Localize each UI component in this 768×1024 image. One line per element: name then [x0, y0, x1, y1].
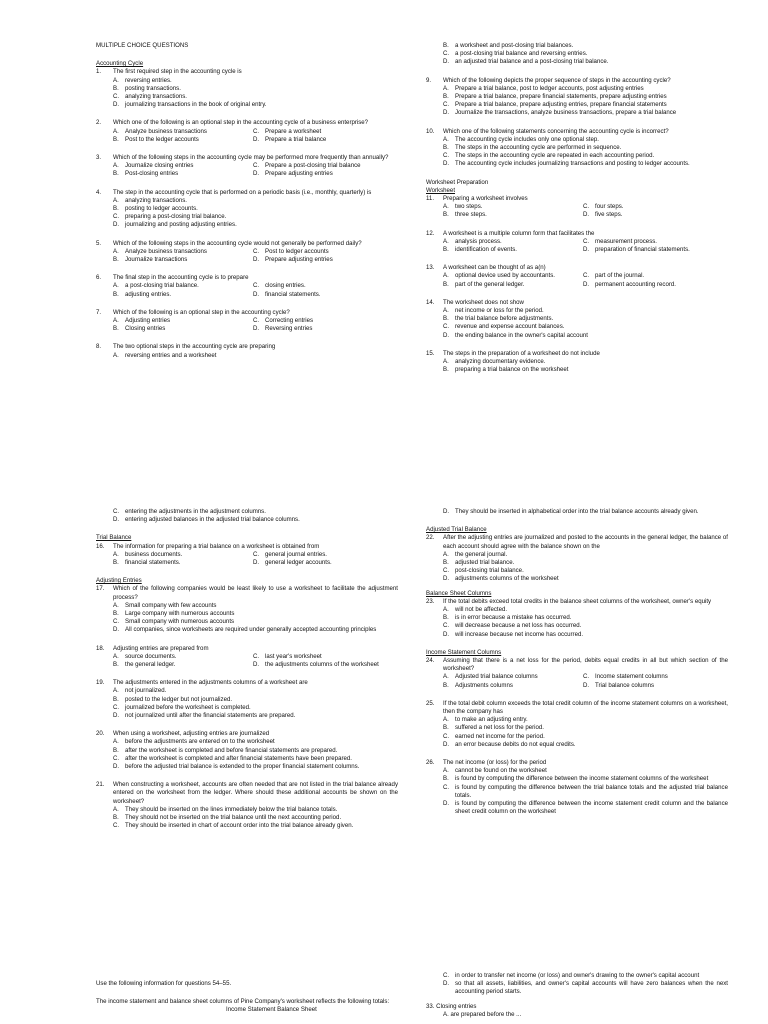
question-12: 12. A worksheet is a multiple column form that facilitates the A. analysis process. C. measurement process. B. identification of events. D. preparation of financial statements. — [426, 229, 690, 254]
right-top-column — [426, 42, 728, 375]
page-title: MULTIPLE CHOICE QUESTIONS — [96, 42, 189, 49]
question-11: 11. Preparing a worksheet involves A. two steps. C. four steps. B. three steps. D. five steps. — [426, 195, 624, 219]
problem-text: The income statement and balance sheet columns of Pine Company's worksheet reflects the following totals: — [96, 998, 390, 1006]
question-6: 6. The final step in the accounting cycle is to prepare A. a post-closing trial balance. C. closing entries. B. adjusting entries. D. financial statements. — [96, 274, 321, 298]
question-26: 26. The net income (or loss) for the period A. cannot be found on the worksheet B. is found by computing the difference between the income statement columns of the worksheet C. is found by computing the difference between the trial balance totals and the adjusted trial balance totals. D. is found by computing the difference between the income statement credit column and the balance sheet credit column on the worksheet — [426, 759, 728, 816]
question-23: 23. If the total debits exceed total credits in the balance sheet columns of the worksheet, owner's equity A. will not be affected. B. is in error because a mistake has occurred. C. will decrease because a net loss has occurred. D. will increase because net income has occurred. — [426, 597, 712, 638]
question-19: 19. The adjustments entered in the adjustments columns of a worksheet are A. not journalized. B. posted to the ledger but not journalized. C. journalized before the worksheet is completed. D. not journalized until after the financial statements are prepared. — [96, 679, 308, 720]
question-8-continued: B. a worksheet and post-closing trial balances. C. a post-closing trial balance and reversing entries. D. an adjusted trial balance and a post-closing trial balance. — [443, 42, 609, 66]
question-5: 5. Which of the following steps in the accounting cycle would not generally be performed daily? A. Analyze business transactions C. Post to ledger accounts B. Journalize transactions D. Prepare adjusting entries — [96, 239, 362, 264]
question-32-continued: C. in order to transfer net income (or loss) and owner's drawing to the owner's capital account D. so that all assets, liabilities, and owner's capital accounts will have zero balances when the next accounting period starts. — [443, 972, 728, 996]
question-9: 9. Which of the following depicts the proper sequence of steps in the accounting cycle? A. Prepare a trial balance, post to ledger accounts, post adjusting entries B. Prepare a trial balance, prepare financial statements, prepare adjusting entries C. Prepare a trial balance, prepare adjusting entries, prepare financial statements D. Journalize the transactions, analyze business transactions, prepare a trial balance — [426, 76, 677, 117]
question-4: 4. The step in the accounting cycle that is performed on a periodic basis (i.e., monthly, quarterly) is A. analyzing transactions. B. posting to ledger accounts. C. preparing a post-closing trial balance. D. journalizing and posting adjusting entries. — [96, 188, 372, 229]
section-heading: Accounting Cycle — [96, 60, 144, 68]
question-10: 10. Which one of the following statements concerning the accounting cycle is incorrect? A. The accounting cycle includes only one optional step. B. The steps in the accounting cycle are performed in sequence. C. The steps in the accounting cycle are repeated in each accounting period. D. The accounting cycle includes journalizing transactions and posting to ledger accounts. — [426, 127, 690, 168]
section-heading: Adjusted Trial Balance — [426, 526, 487, 534]
question-17: 17. Which of the following companies would be least likely to use a worksheet to facilitate the adjustment process? A. Small company with few accounts B. Large company with numerous accounts C. Small company with numerous accounts D. All companies, since worksheets are required under generally accepted accounting principles — [96, 585, 398, 634]
question-15-continued: C. entering the adjustments in the adjustment columns. D. entering adjusted balances in the adjusted trial balance columns. — [113, 508, 300, 524]
question-22: 22. After the adjusting entries are journalized and posted to the accounts in the general ledger, the balance of each account should agree with the balance shown on the A. the general journal. B. adjusted trial balance. C. post-closing trial balance. D. adjustments columns of the worksheet — [426, 534, 728, 583]
left-middle-column — [96, 508, 398, 831]
left-top-column — [96, 42, 398, 360]
section-heading: Balance Sheet Columns — [426, 589, 492, 597]
question-24: 24. Assuming that there is a net loss for the period, debits equal credits in all but which section of the worksheet? A. Adjusted trial balance columns C. Income statement columns B. Adjustments columns D. Trial balance columns — [426, 657, 728, 689]
question-8: 8. The two optional steps in the accounting cycle are preparing A. reversing entries and a worksheet — [96, 343, 276, 359]
instruction-text: Use the following information for questions 54–55. — [96, 980, 232, 987]
section-heading: Trial Balance — [96, 534, 132, 542]
subsection-heading: Worksheet — [426, 186, 456, 194]
question-21: 21. When constructing a worksheet, accounts are often needed that are not listed in the trial balance already entered on the worksheet from the ledger. Where should these additional accounts be shown on the worksheet? A. They should be inserted on the lines immediately below the trial balance totals. B. They should not be inserted on the trial balance until the next accounting period. C. They should be inserted in chart of account order into the trial balance already given. — [96, 781, 398, 830]
question-33-fragment: A. are prepared before the ... — [443, 1010, 522, 1018]
question-3: 3. Which of the following steps in the accounting cycle may be performed more frequently than annually? A. Journalize closing entries C. Prepare a post-closing trial balance B. Post-closing entries D. Prepare adjusting entries — [96, 154, 389, 178]
question-16: 16. The information for preparing a trial balance on a worksheet is obtained from A. business documents. C. general journal entries. B. financial statements. D. general ledger accounts. — [96, 542, 332, 567]
question-21-continued: D. They should be inserted in alphabetical order into the trial balance accounts already given. — [443, 508, 699, 515]
right-middle-column — [426, 508, 728, 817]
section-heading: Income Statement Columns — [426, 648, 502, 656]
left-bottom-column — [96, 980, 398, 1015]
question-1: 1. The first required step in the accounting cycle is A. reversing entries. B. posting transactions. C. analyzing transactions. D. journalizing transactions in the book of original entry. — [96, 68, 267, 109]
question-18: 18. Adjusting entries are prepared from A. source documents. C. last year's worksheet B. the general ledger. D. the adjustments columns of the worksheet — [96, 644, 379, 669]
question-14: 14. The worksheet does not show A. net income or loss for the period. B. the trial balance before adjustments. C. revenue and expense account balances. D. the ending balance in the owner's capital account — [426, 298, 588, 339]
section-heading: Adjusting Entries — [96, 577, 142, 585]
question-33: 33. Closing entries — [426, 1002, 477, 1010]
section-heading: Worksheet Preparation — [426, 178, 489, 186]
right-bottom-column — [426, 972, 728, 1019]
question-7: 7. Which of the following is an optional step in the accounting cycle? A. Adjusting entries C. Correcting entries B. Closing entries D. Reversing entries — [96, 308, 314, 333]
question-13: 13. A worksheet can be thought of as a(n) A. optional device used by accountants. C. part of the journal. B. part of the general ledger. D. permanent accounting record. — [426, 264, 676, 288]
question-2: 2. Which one of the following is an optional step in the accounting cycle of a business enterprise? A. Analyze business transactions C. Prepare a worksheet B. Post to the ledger accounts D. Prepare a trial balance — [96, 119, 369, 143]
question-25: 25. If the total debit column exceeds the total credit column of the income statement columns on a worksheet, then the company has A. to make an adjusting entry. B. suffered a net loss for the period. C. earned net income for the period. D. an error because debits do not equal credits. — [426, 699, 728, 748]
column-headers-fragment: Income Statement Balance Sheet — [226, 1006, 317, 1014]
question-15: 15. The steps in the preparation of a worksheet do not include A. analyzing documentary evidence. B. preparing a trial balance on the worksheet — [426, 349, 600, 374]
question-20: 20. When using a worksheet, adjusting entries are journalized A. before the adjustments are entered on to the worksheet B. after the worksheet is completed and before financial statements are prepared. C. after the worksheet is completed and after financial statements have been prepared. D. before the adjusted trial balance is extended to the proper financial statement columns. — [96, 730, 360, 771]
